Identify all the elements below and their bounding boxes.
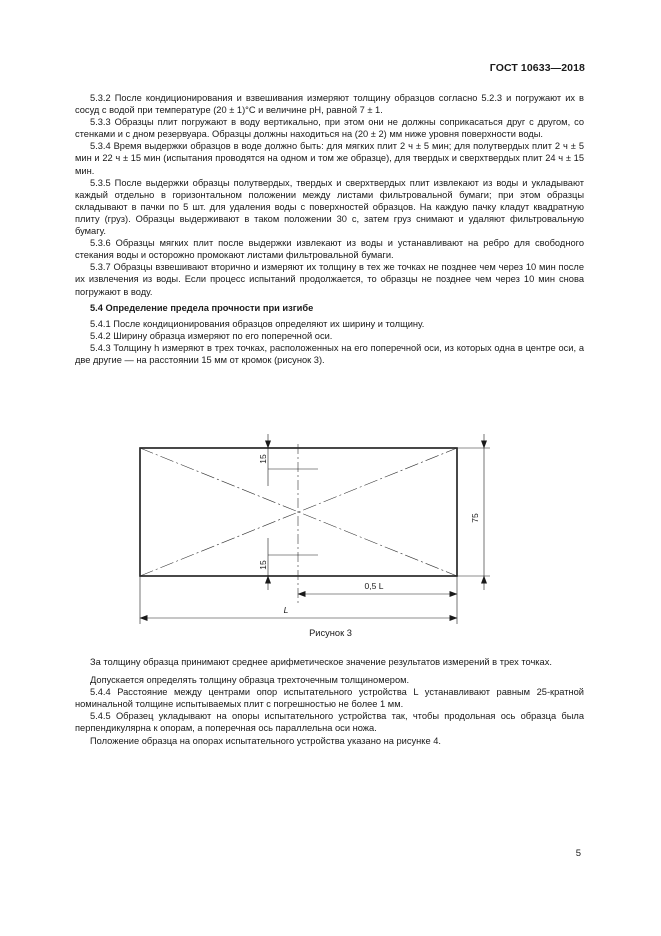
body-text bbox=[75, 92, 584, 366]
paragraph-5-3-5: 5.3.5 После выдержки образцы полутвердых, твердых и сверхтвердых плит извлекают из воды и укладывают каждый отдельно в горизонтальном положении между листами фильтровальной бумаги; при этом образцы складывают в пачки по 5 шт. для удаления воды с поверхностей образцов. На каждую пачку кладут квадратную плиту (груз). Образцы выдерживают в таком положении 30 с, затем груз снимают и удаляют фильтровальную бумагу. bbox=[75, 177, 584, 237]
paragraph-5-3-2: 5.3.2 После кондиционирования и взвешивания измеряют толщину образцов согласно 5.2.3 и погружают их в сосуд с водой при температуре (20 ± 1)°С и величине pH, равной 7 ± 1. bbox=[75, 93, 584, 116]
section-title: 5.4 Определение предела прочности при изгибе bbox=[90, 302, 314, 313]
dim-half-label: 0,5 L bbox=[364, 581, 384, 591]
standard-header: ГОСТ 10633—2018 bbox=[489, 62, 585, 74]
paragraph-figure-4-ref: Положение образца на опорах испытательного устройства указано на рисунке 4. bbox=[90, 735, 441, 746]
paragraph-5-4-4: 5.4.4 Расстояние между центрами опор испытательного устройства L устанавливают равным 25-кратной номинальной толщине испытываемых плит с погрешностью не более 1 мм. bbox=[75, 687, 584, 710]
figure-caption: Рисунок 3 bbox=[309, 628, 352, 638]
paragraph-5-3-3: 5.3.3 Образцы плит погружают в воду вертикально, при этом они не должны соприкасаться друг с другом, со стенками и с дном резервуара. Образцы должны находиться на (20 ± 2) мм ниже уровня поверхности воды. bbox=[75, 117, 584, 140]
dim-bottom-label: 15 bbox=[258, 560, 268, 570]
paragraph-5-4-3: 5.4.3 Толщину h измеряют в трех точках, расположенных на его поперечной оси, из которых одна в центре оси, а две другие — на расстоянии 15 мм от кромок (рисунок 3). bbox=[75, 342, 584, 365]
paragraph-5-4-1: 5.4.1 После кондиционирования образцов определяют их ширину и толщину. bbox=[90, 318, 425, 329]
dim-height-label: 75 bbox=[470, 513, 480, 523]
paragraph-5-3-7: 5.3.7 Образцы взвешивают вторично и измеряют их толщину в тех же точках не позднее чем через 10 мин после их извлечения из воды. Если процесс испытаний продолжается, то образцы не позднее чем через 10 мин снова погружают в воду. bbox=[75, 262, 584, 297]
paragraph-average: За толщину образца принимают среднее арифметическое значение результатов измерений в трех точках. bbox=[90, 657, 552, 667]
dim-length-label: L bbox=[283, 605, 289, 615]
figure-3 bbox=[0, 414, 661, 652]
lower-text bbox=[75, 656, 584, 747]
paragraph-5-4-2: 5.4.2 Ширину образца измеряют по его поперечной оси. bbox=[90, 330, 333, 341]
paragraph-three-point: Допускается определять толщину образца трехточечным толщиномером. bbox=[90, 675, 410, 686]
paragraph-5-3-4: 5.3.4 Время выдержки образцов в воде должно быть: для мягких плит 2 ч ± 5 мин; для полутвердых плит 2 ч ± 5 мин и 22 ч ± 15 мин (испытания проводятся на одном и том же образце), для твердых и сверхтвердых плит 24 ч ± 15 мин. bbox=[75, 141, 584, 176]
paragraph-5-3-6: 5.3.6 Образцы мягких плит после выдержки извлекают из воды и устанавливают на ребро для свободного стекания воды и осторожно промокают листами фильтровальной бумаги. bbox=[75, 238, 584, 261]
page-number: 5 bbox=[575, 848, 581, 859]
dim-top-label: 15 bbox=[258, 454, 268, 464]
paragraph-5-4-5: 5.4.5 Образец укладывают на опоры испытательного устройства так, чтобы продольная ось образца была перпендикулярна к опорам, а поперечная ось параллельна оси ножа. bbox=[75, 711, 584, 734]
specimen-diagram bbox=[0, 414, 661, 652]
